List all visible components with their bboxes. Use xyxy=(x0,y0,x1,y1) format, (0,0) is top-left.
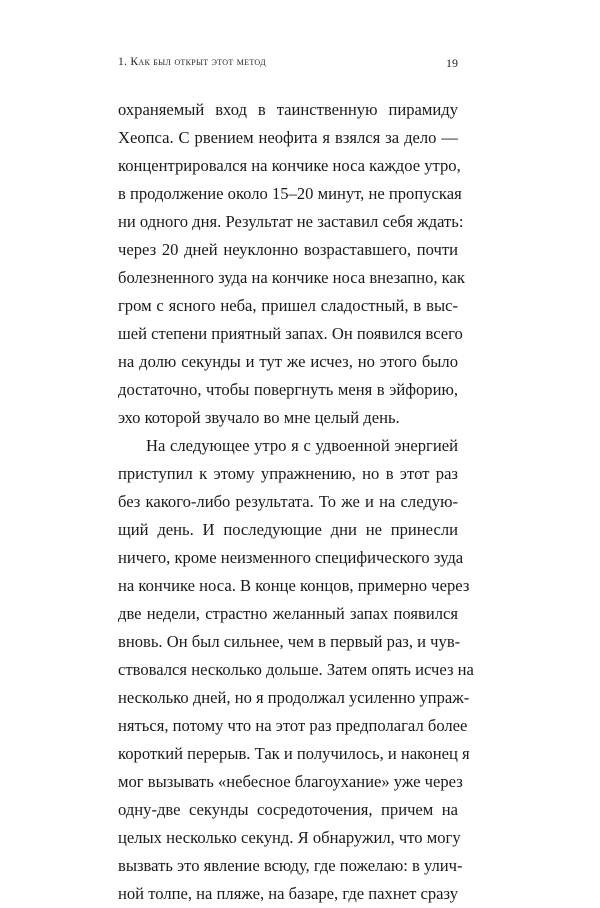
paragraph-2 xyxy=(118,432,474,908)
text-line: ничего, кроме неизменного специфического зуда xyxy=(118,548,464,567)
text-line: ствовался несколько дольше. Затем опять исчез на xyxy=(118,660,474,679)
text-line: няться, потому что на этот раз предполагал более xyxy=(118,716,468,735)
text-line: эхо которой звучало во мне целый день. xyxy=(118,408,400,427)
text-line: на долю секунды и тут же исчез, но этого было xyxy=(118,352,458,371)
page-number: 19 xyxy=(446,56,458,70)
text-line: без какого-либо результата. То же и на следую- xyxy=(118,492,458,511)
chapter-title: 1. Как был открыт этот метод xyxy=(118,56,266,68)
text-line: ни одного дня. Результат не заставил себя ждать: xyxy=(118,212,464,231)
text-line: одну-две секунды сосредоточения, причем на xyxy=(118,800,458,819)
text-line: охраняемый вход в таинственную пирамиду xyxy=(118,100,458,119)
text-line: через 20 дней неуклонно возраставшего, почти xyxy=(118,240,458,259)
text-line: щий день. И последующие дни не принесли xyxy=(118,520,458,539)
running-header xyxy=(118,56,458,72)
text-line: мог вызывать «небесное благоухание» уже через xyxy=(118,772,463,791)
text-line: в продолжение около 15–20 минут, не пропуская xyxy=(118,184,462,203)
text-line: болезненного зуда на кончике носа внезапно, как xyxy=(118,268,465,287)
text-line: вызвать это явление всюду, где пожелаю: в улич- xyxy=(118,856,463,875)
text-line: две недели, страстно желанный запах появился xyxy=(118,604,458,623)
text-line: короткий перерыв. Так и получилось, и наконец я xyxy=(118,744,470,763)
text-line: концентрировался на кончике носа каждое утро, xyxy=(118,156,461,175)
text-line: несколько дней, но я продолжал усиленно упраж- xyxy=(118,688,470,707)
text-line: вновь. Он был сильнее, чем в первый раз, и чув- xyxy=(118,632,461,651)
text-line: достаточно, чтобы повергнуть меня в эйфорию, xyxy=(118,380,458,399)
body-text xyxy=(118,96,474,908)
text-line: целых несколько секунд. Я обнаружил, что могу xyxy=(118,828,461,847)
text-line: шей степени приятный запах. Он появился всего xyxy=(118,324,463,343)
text-line: на кончике носа. В конце концов, примерно через xyxy=(118,576,470,595)
text-line: ной толпе, на пляже, на базаре, где пахнет сразу xyxy=(118,884,458,903)
text-line: приступил к этому упражнению, но в этот раз xyxy=(118,464,458,483)
paragraph-1 xyxy=(118,96,465,432)
text-line: Хеопса. С рвением неофита я взялся за дело — xyxy=(118,128,458,147)
text-line: гром с ясного неба, пришел сладостный, в выс- xyxy=(118,296,458,315)
text-line: На следующее утро я с удвоенной энергией xyxy=(146,436,458,455)
